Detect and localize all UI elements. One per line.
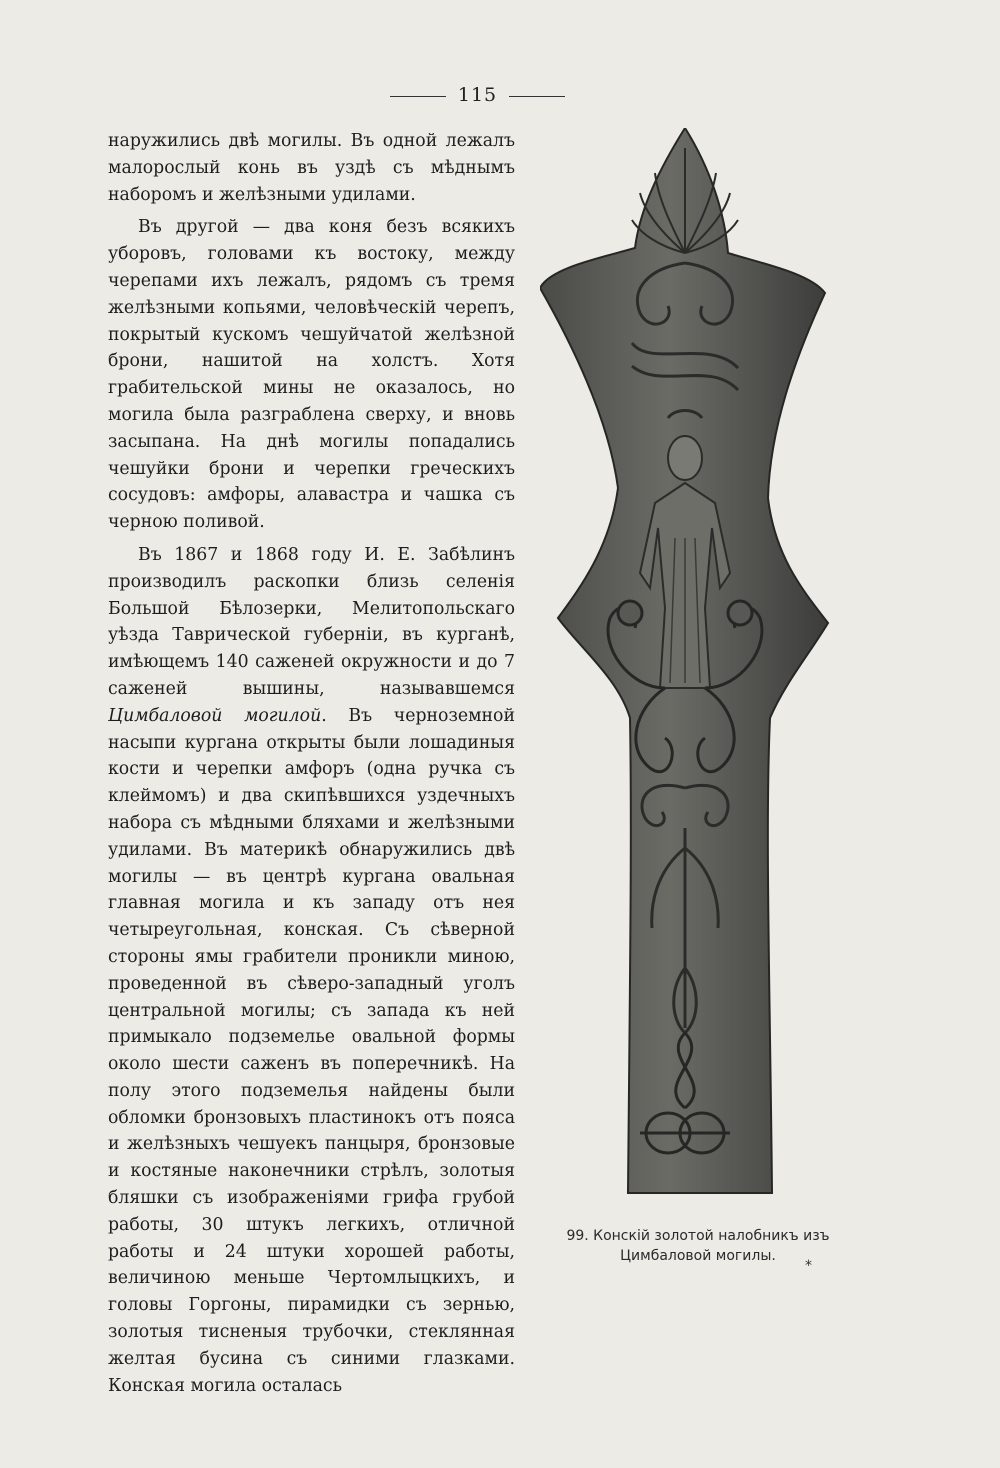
body-text (108, 128, 515, 1399)
paragraph-3-start: Въ 1867 и 1868 году И. Е. Забѣлинъ производилъ раскопки близь селенія Большой Бѣлозерки, Мелитопольскаго уѣзда Таврической губерніи, въ курганѣ, имѣющемъ 140 саженей окружности и до 7 саженей вышины, называвшемся (108, 544, 515, 699)
left-rule (390, 96, 446, 97)
paragraph-2: Въ другой — два коня безъ всякихъ уборовъ, головами къ востоку, между черепами ихъ лежалъ, рядомъ съ тремя желѣзными копьями, человѣческій черепъ, покрытый кускомъ чешуйчатой желѣзной брони, нашитой на холстъ. Хотя грабительской мины не оказалось, но могила была разграблена сверху, и вновь засыпана. На днѣ могилы попадались чешуйки брони и черепки греческихъ сосудовъ: амфоры, алавастра и чашка съ черною поливой. (108, 217, 515, 533)
paragraph-3-end: . Въ черноземной насыпи кургана открыты были лошадиныя кости и черепки амфоръ (одна ручка съ клеймомъ) и два скипѣвшихся уздечныхъ набора съ мѣдными бляхами и желѣзными удилами. Въ материкѣ обнаружились двѣ могилы — въ центрѣ кургана овальная главная могила и къ западу отъ нея четыреугольная, конская. Съ сѣверной стороны ямы грабители проникли миною, проведенной въ сѣверо-западный уголъ центральной могилы; съ запада къ ней примыкало подземелье овальной формы около шести саженъ въ поперечникѣ. На полу этого подземелья найдены были обломки бронзовыхъ пластинокъ отъ пояса и желѣзныхъ чешуекъ панцыря, бронзовые и костяные наконечники стрѣлъ, золотыя бляшки съ изображеніями грифа грубой работы, 30 штукъ легкихъ, отличной работы и 24 штуки хорошей работы, величиною меньше Чертомлыцкихъ, и головы Горгоны, пирамидки съ зернью, золотыя тисненыя трубочки, стеклянная желтая бусина съ синими глазками. Конская могила осталась (108, 705, 515, 1396)
figure-caption (548, 1226, 848, 1266)
page-number (0, 84, 955, 106)
caption-line-2: Цимбаловой могилы. (620, 1248, 776, 1264)
paragraph-1: наружились двѣ могилы. Въ одной лежалъ малорослый конь въ уздѣ съ мѣднымъ наборомъ и желѣзными удилами. (108, 131, 515, 205)
figure-plate (540, 128, 830, 1208)
right-rule (509, 96, 565, 97)
footnote-mark: * (805, 1258, 812, 1274)
paragraph-3 (108, 542, 515, 1400)
italic-name: Цимбаловой могилой (108, 705, 322, 726)
page-number-text: 115 (457, 84, 498, 106)
caption-line-1: 99. Конскій золотой налобникъ изъ (566, 1228, 830, 1244)
frontlet-illustration (540, 128, 830, 1208)
